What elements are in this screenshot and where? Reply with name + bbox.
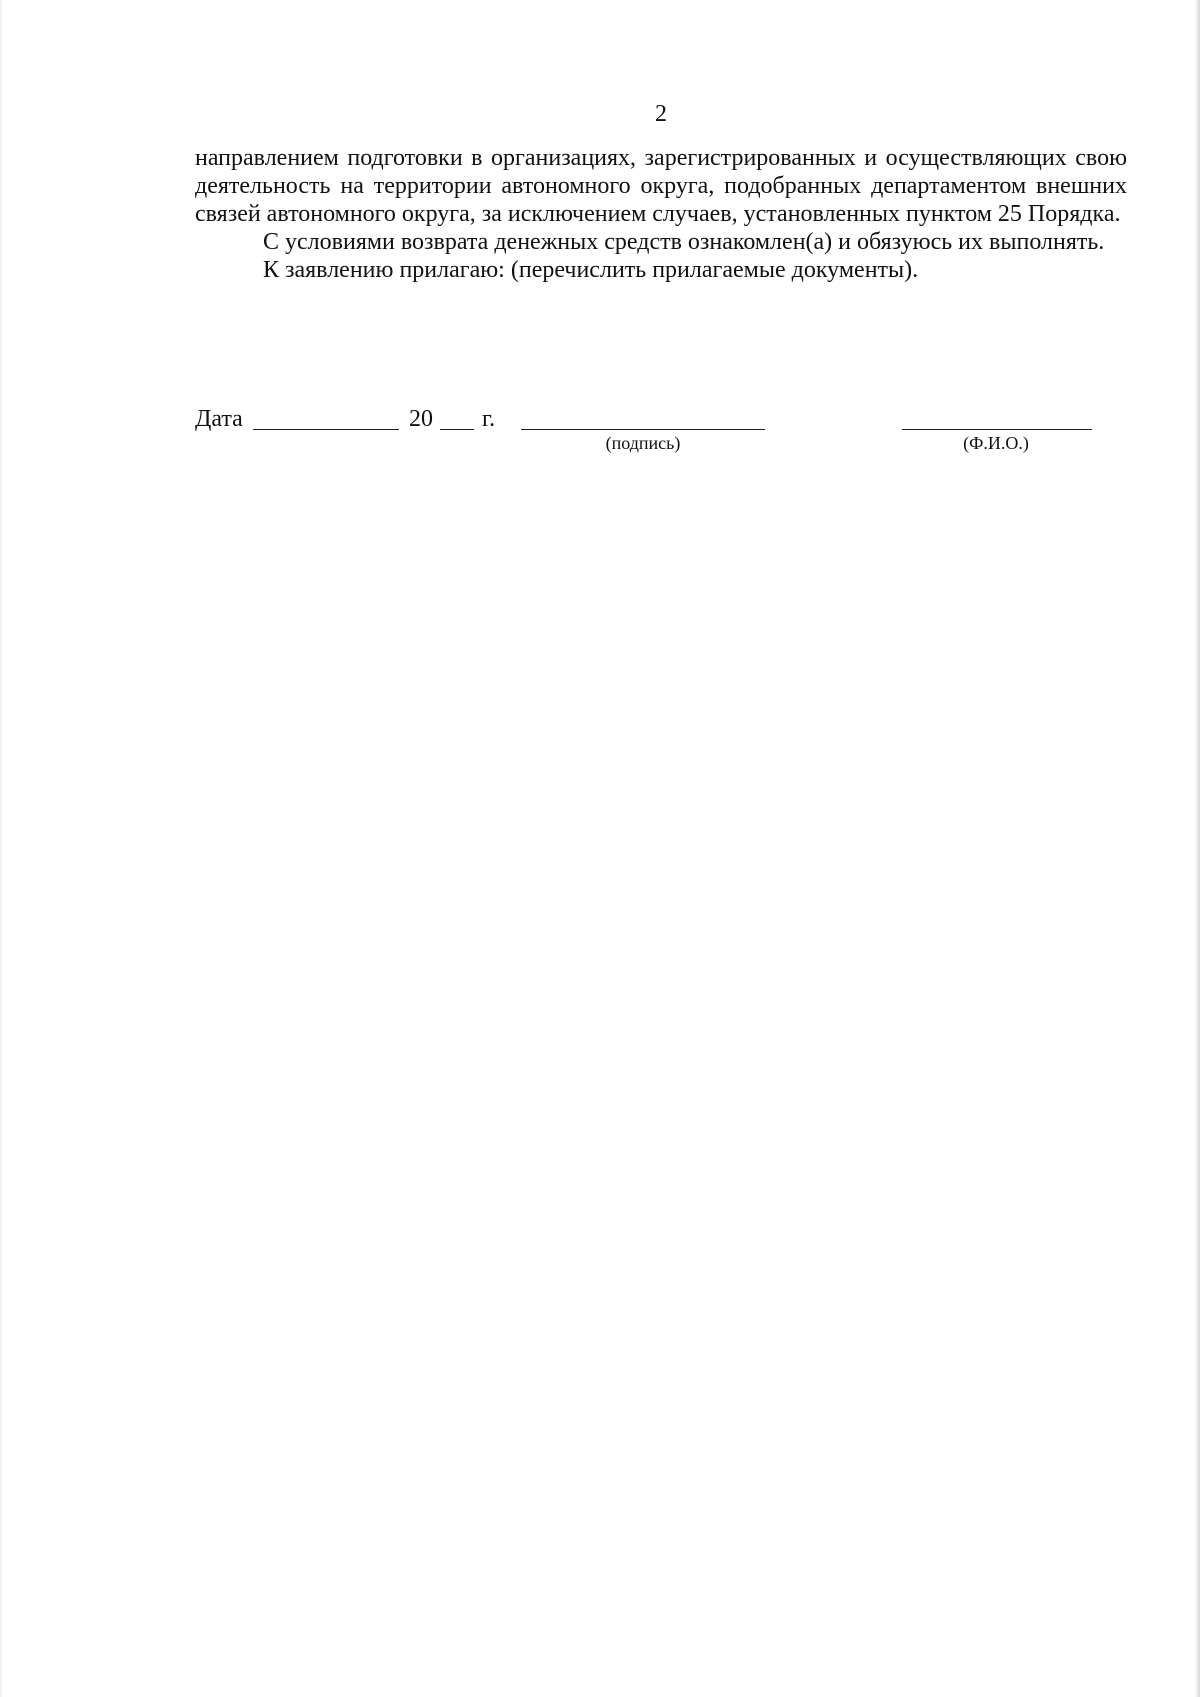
year-suffix: г. [482, 406, 496, 432]
signature-caption: (подпись) [605, 433, 681, 453]
document-body [195, 144, 1127, 284]
date-label: Дата [195, 406, 243, 432]
page-right-edge-shadow [1195, 0, 1200, 1697]
paragraph-refund-conditions: С условиями возврата денежных средств ознакомлен(а) и обязуюсь их выполнять. [263, 229, 1105, 255]
full-name-caption: (Ф.И.О.) [963, 433, 1029, 453]
page-left-edge [0, 0, 2, 1697]
signature-line [521, 405, 765, 430]
paragraph-attachments: К заявлению прилагаю: (перечислить прилагаемые документы). [263, 257, 919, 283]
year-prefix: 20 [409, 406, 433, 432]
date-day-month-blank [253, 405, 399, 430]
year-blank [440, 405, 474, 430]
full-name-line [902, 405, 1092, 430]
page-number: 2 [655, 101, 667, 127]
signature-block [195, 405, 1127, 455]
paragraph-continuation: направлением подготовки в организациях, зарегистрированных и осуществляющих свою деятельность на территории автономного округа, подобранных департаментом внешних связей автономного округа, за исключением случаев, установленных пунктом 25 Порядка. [195, 145, 1127, 227]
